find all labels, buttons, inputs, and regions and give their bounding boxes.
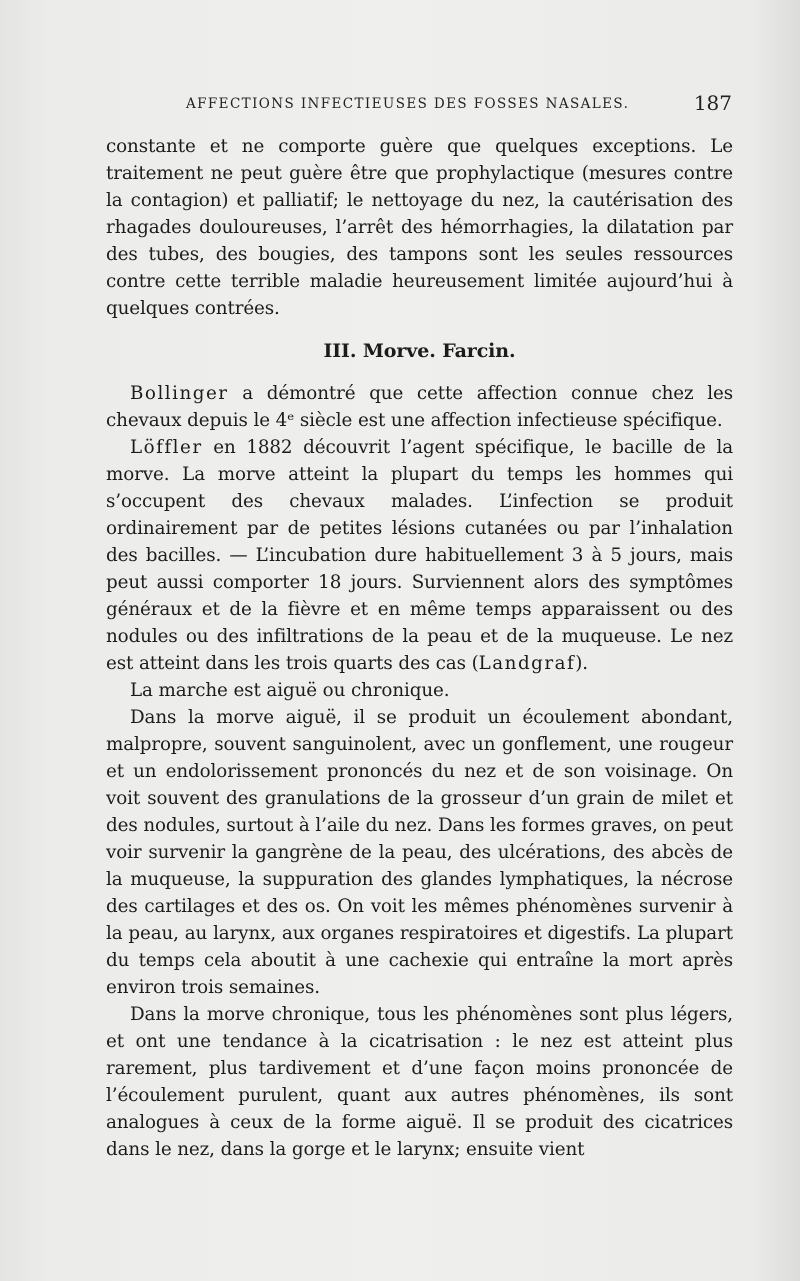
paragraph-text: a démontré que cette affection connue chez les chevaux depuis le 4ᵉ siècle est une affection infectieuse spécifique.	[106, 383, 733, 431]
paragraph-continued: constante et ne comporte guère que quelques exceptions. Le traitement ne peut guère être que prophylactique (mesures contre la contagion) et palliatif; le nettoyage du nez, la cautérisation des rhagades douloureuses, l’arrêt des hémorrhagies, la dilatation par des tubes, des bougies, des tampons sont les seules ressources contre cette terrible maladie heureusement limitée aujourd’hui à quelques contrées.	[106, 136, 733, 319]
paragraph	[106, 380, 733, 434]
author-name: Bollinger	[130, 383, 229, 404]
paragraph-text: ).	[575, 653, 589, 674]
body-text	[106, 133, 733, 1163]
section-title: III. Morve. Farcin.	[323, 340, 516, 362]
paragraph: La marche est aiguë ou chronique.	[130, 680, 450, 701]
paragraph: Dans la morve aiguë, il se produit un écoulement abondant, malpropre, souvent sanguinolent, avec un gonflement, une rougeur et un endolorissement prononcés du nez et de son voisinage. On voit souvent des granulations de la grosseur d’un grain de milet et des nodules, surtout à l’aile du nez. Dans les formes graves, on peut voir survenir la gangrène de la peau, des ulcérations, des abcès de la muqueuse, la suppuration des glandes lymphatiques, la nécrose des cartilages et des os. On voit les mêmes phénomènes survenir à la peau, au larynx, aux organes respiratoires et digestifs. La plupart du temps cela aboutit à une cachexie qui entraîne la mort après environ trois semaines.	[106, 707, 733, 998]
author-name: Löffler	[130, 437, 203, 458]
paragraph-text: en 1882 découvrit l’agent spécifique, le bacille de la morve. La morve atteint la plupart du temps les hommes qui s’occupent des chevaux malades. L’infection se produit ordinairement par de petites lésions cutanées ou par l’inhalation des bacilles. — L’incubation dure habituellement 3 à 5 jours, mais peut aussi comporter 18 jours. Surviennent alors des symptômes généraux et de la fièvre et en même temps apparaissent ou des nodules ou des infiltrations de la peau et de la muqueuse. Le nez est atteint dans les trois quarts des cas (	[106, 437, 733, 674]
paragraph: Dans la morve chronique, tous les phénomènes sont plus légers, et ont une tendance à la cicatrisation : le nez est atteint plus rarement, plus tardivement et d’une façon moins prononcée de l’écoulement purulent, quant aux autres phénomènes, ils sont analogues à ceux de la forme aiguë. Il se produit des cicatrices dans le nez, dans la gorge et le larynx; ensuite vient	[106, 1004, 733, 1160]
page-number: 187	[693, 91, 732, 115]
author-name: Landgraf	[478, 653, 576, 674]
page-header	[106, 93, 732, 115]
paragraph	[106, 434, 733, 677]
running-head: AFFECTIONS INFECTIEUSES DES FOSSES NASALES.	[186, 96, 630, 112]
